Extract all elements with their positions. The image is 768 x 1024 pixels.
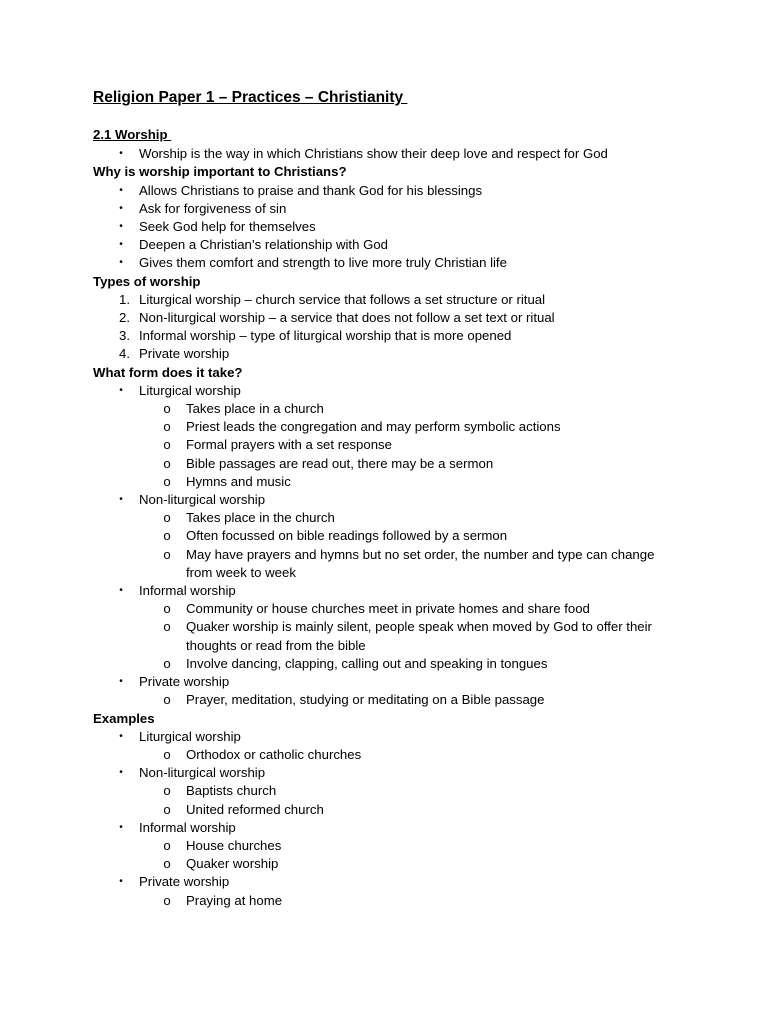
sub-item-text: Praying at home <box>186 892 283 908</box>
sub-bullet-marker: o <box>163 619 171 635</box>
sub-item-text: Bible passages are read out, there may be a sermon <box>186 455 494 471</box>
sub-bullet-marker: o <box>163 692 171 708</box>
bullet-marker: • <box>119 221 123 233</box>
sub-item-text: Quaker worship <box>186 856 279 872</box>
bullet-marker: • <box>119 767 123 779</box>
sub-bullet-marker: o <box>163 856 171 872</box>
sub-item-text: Often focussed on bible readings followed by a sermon <box>186 528 508 544</box>
sub-list-item <box>0 801 656 819</box>
list-item-text: Liturgical worship <box>139 728 241 744</box>
sub-list-item <box>0 855 656 873</box>
list-item-text: Private worship <box>139 346 230 362</box>
list-item-text: Private worship <box>139 674 230 690</box>
sub-list-item <box>0 436 656 454</box>
list-item <box>0 819 768 837</box>
list-item-text: Informal worship – type of liturgical worship that is more opened <box>139 328 512 344</box>
item-number: 3. <box>119 328 130 344</box>
sub-list-item <box>0 546 656 582</box>
bullet-marker: • <box>119 730 123 742</box>
sub-list-item <box>0 400 656 418</box>
sub-bullet-marker: o <box>163 419 171 435</box>
list-item-text: Informal worship <box>139 819 236 835</box>
sub-bullet-marker: o <box>163 801 171 817</box>
sub-list-item <box>0 892 656 910</box>
section-heading: 2.1 Worship <box>93 127 172 142</box>
sub-bullet-marker: o <box>163 546 171 562</box>
sub-item-text: Community or house churches meet in private homes and share food <box>186 601 590 617</box>
why-list <box>0 182 768 273</box>
sub-bullet-marker: o <box>163 892 171 908</box>
list-item-text: Liturgical worship <box>139 382 241 398</box>
numbered-item <box>0 291 768 309</box>
sub-bullet-marker: o <box>163 528 171 544</box>
item-number: 1. <box>119 291 130 307</box>
list-item-text: Allows Christians to praise and thank God for his blessings <box>139 182 483 198</box>
list-item <box>0 218 768 236</box>
list-item <box>0 182 768 200</box>
sub-list-item <box>0 473 656 491</box>
list-item-text: Deepen a Christian’s relationship with God <box>139 237 388 253</box>
list-item-text: Informal worship <box>139 583 236 599</box>
sub-list-item <box>0 527 656 545</box>
numbered-item <box>0 327 768 345</box>
sub-list-item <box>0 655 656 673</box>
bullet-marker: • <box>119 876 123 888</box>
list-item <box>0 873 768 891</box>
form-list <box>0 382 768 710</box>
examples-list <box>0 728 768 910</box>
sub-item-text: United reformed church <box>186 801 324 817</box>
bullet-marker: • <box>119 148 123 160</box>
numbered-item <box>0 309 768 327</box>
intro-list-item <box>0 145 768 163</box>
sub-list-item <box>0 618 656 654</box>
list-item <box>0 200 768 218</box>
sub-bullet-marker: o <box>163 455 171 471</box>
bullet-marker: • <box>119 585 123 597</box>
bullet-marker: • <box>119 184 123 196</box>
sub-list-item <box>0 782 656 800</box>
list-item <box>0 673 768 691</box>
sub-list-item <box>0 837 656 855</box>
types-list <box>0 291 768 364</box>
sub-list-item <box>0 509 656 527</box>
list-item-text: Ask for forgiveness of sin <box>139 200 287 216</box>
bullet-marker: • <box>119 384 123 396</box>
list-item-text: Worship is the way in which Christians show their deep love and respect for God <box>139 146 608 162</box>
form-heading: What form does it take? <box>93 364 243 380</box>
sub-item-text: Involve dancing, clapping, calling out and speaking in tongues <box>186 655 548 671</box>
sub-list-item <box>0 746 656 764</box>
list-item-text: Gives them comfort and strength to live more truly Christian life <box>139 255 507 271</box>
list-item <box>0 382 768 400</box>
sub-item-text: Quaker worship is mainly silent, people speak when moved by God to offer their thoughts or read from the bible <box>186 619 652 653</box>
document-body <box>0 126 768 910</box>
numbered-item <box>0 345 768 363</box>
sub-list-item <box>0 600 656 618</box>
sub-item-text: House churches <box>186 837 282 853</box>
sub-bullet-marker: o <box>163 437 171 453</box>
bullet-marker: • <box>119 676 123 688</box>
sub-item-text: May have prayers and hymns but no set order, the number and type can change from week to week <box>186 546 655 580</box>
list-item <box>0 582 768 600</box>
sub-item-text: Formal prayers with a set response <box>186 437 392 453</box>
list-item-text: Private worship <box>139 874 230 890</box>
document-title: Religion Paper 1 – Practices – Christianity <box>93 89 408 106</box>
sub-bullet-marker: o <box>163 401 171 417</box>
types-heading: Types of worship <box>93 273 201 289</box>
list-item <box>0 764 768 782</box>
list-item <box>0 236 768 254</box>
sub-bullet-marker: o <box>163 601 171 617</box>
sub-item-text: Takes place in the church <box>186 510 335 526</box>
list-item <box>0 728 768 746</box>
sub-item-text: Hymns and music <box>186 473 291 489</box>
list-item-text: Seek God help for themselves <box>139 219 316 235</box>
bullet-marker: • <box>119 202 123 214</box>
list-item <box>0 254 768 272</box>
sub-list-item <box>0 455 656 473</box>
list-item-text: Non-liturgical worship <box>139 765 266 781</box>
sub-item-text: Prayer, meditation, studying or meditating on a Bible passage <box>186 692 545 708</box>
list-item-text: Non-liturgical worship <box>139 492 266 508</box>
bullet-marker: • <box>119 494 123 506</box>
sub-bullet-marker: o <box>163 510 171 526</box>
item-number: 2. <box>119 310 130 326</box>
bullet-marker: • <box>119 821 123 833</box>
sub-item-text: Takes place in a church <box>186 401 324 417</box>
examples-heading: Examples <box>93 710 155 726</box>
sub-list-item <box>0 418 656 436</box>
sub-item-text: Priest leads the congregation and may perform symbolic actions <box>186 419 561 435</box>
sub-list-item <box>0 691 656 709</box>
sub-bullet-marker: o <box>163 746 171 762</box>
sub-item-text: Baptists church <box>186 783 277 799</box>
bullet-marker: • <box>119 239 123 251</box>
sub-bullet-marker: o <box>163 655 171 671</box>
item-number: 4. <box>119 346 130 362</box>
sub-item-text: Orthodox or catholic churches <box>186 746 362 762</box>
sub-bullet-marker: o <box>163 473 171 489</box>
why-heading: Why is worship important to Christians? <box>93 164 347 180</box>
list-item-text: Non-liturgical worship – a service that does not follow a set text or ritual <box>139 310 555 326</box>
list-item <box>0 491 768 509</box>
sub-bullet-marker: o <box>163 783 171 799</box>
sub-bullet-marker: o <box>163 837 171 853</box>
bullet-marker: • <box>119 257 123 269</box>
list-item-text: Liturgical worship – church service that follows a set structure or ritual <box>139 291 546 307</box>
